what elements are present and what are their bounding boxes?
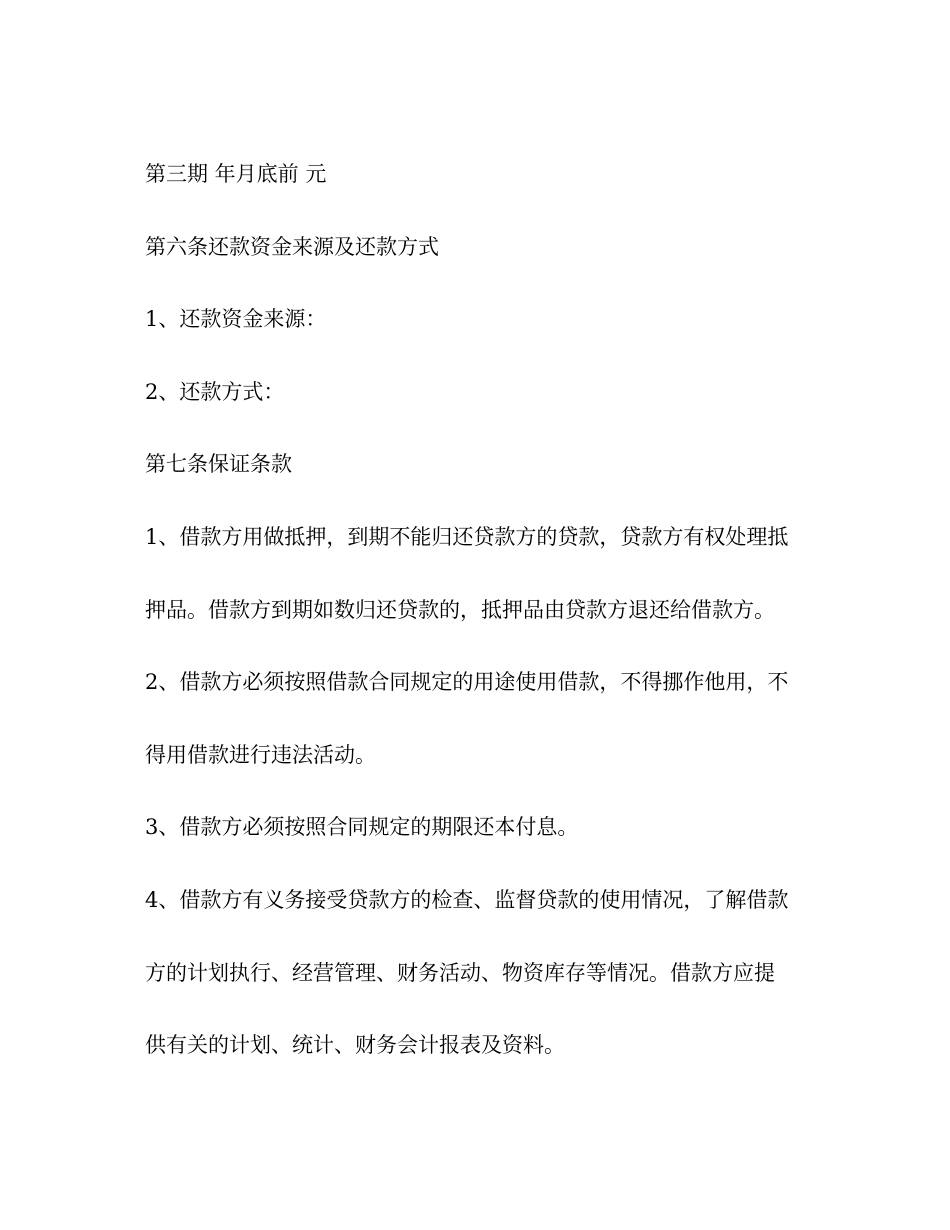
text-line: 3、借款方必须按照合同规定的期限还本付息。: [145, 815, 579, 840]
text-line: 第六条还款资金来源及还款方式: [145, 234, 439, 259]
text-line: 2、借款方必须按照借款合同规定的用途使用借款，不得挪作他用，不: [145, 670, 789, 695]
text-line: 押品。借款方到期如数归还贷款的，抵押品由贷款方退还给借款方。: [145, 597, 775, 622]
text-line: 2、还款方式：: [145, 379, 285, 404]
text-line: 1、还款资金来源：: [145, 307, 327, 332]
text-line: 1、借款方用做抵押，到期不能归还贷款方的贷款，贷款方有权处理抵: [145, 524, 789, 549]
text-line: 得用借款进行违法活动。: [145, 742, 376, 767]
text-line: 方的计划执行、经营管理、财务活动、物资库存等情况。借款方应提: [145, 960, 775, 985]
text-line: 第三期 年月底前 元: [145, 162, 327, 186]
text-line: 4、借款方有义务接受贷款方的检查、监督贷款的使用情况，了解借款: [145, 887, 789, 912]
document-body: [145, 138, 825, 1082]
text-line: 第七条保证条款: [145, 452, 292, 477]
text-line: 供有关的计划、统计、财务会计报表及资料。: [145, 1033, 565, 1058]
